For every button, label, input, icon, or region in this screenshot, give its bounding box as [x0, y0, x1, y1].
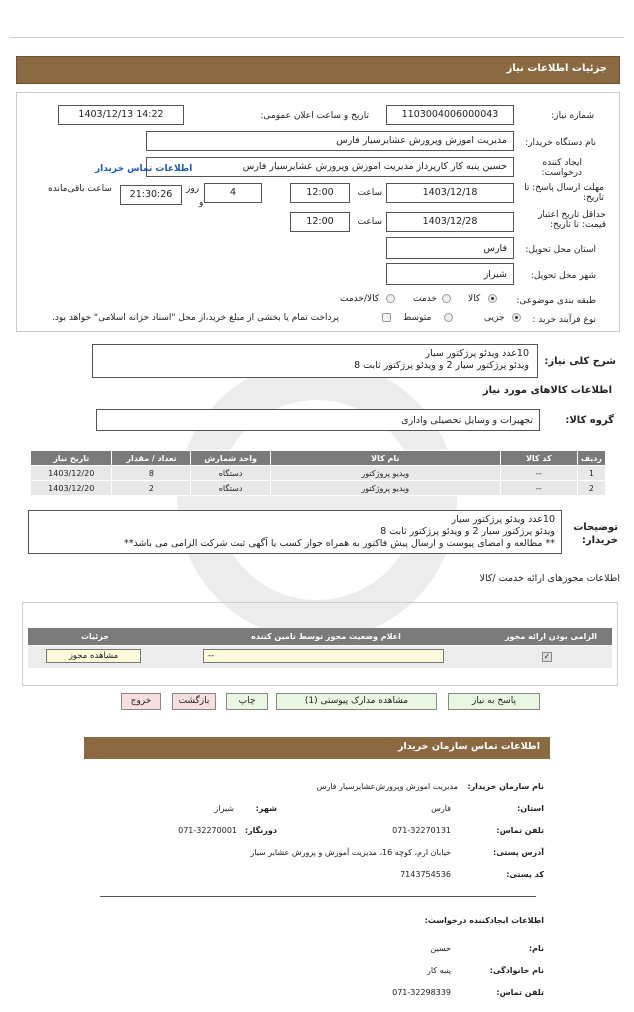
treasury-checkbox[interactable]: [382, 313, 391, 322]
city-field: شیراز: [386, 263, 514, 285]
contact-title: اطلاعات تماس سازمان خریدار: [397, 741, 540, 752]
creator-title: اطلاعات ایجادکننده درخواست:: [424, 916, 544, 925]
summary-field: [92, 344, 538, 378]
attachments-button[interactable]: مشاهده مدارک پیوستی (1): [276, 693, 437, 710]
contact-phone-value: 071-32270131: [392, 826, 451, 835]
table-row: [31, 481, 606, 496]
view-permit-button[interactable]: مشاهده مجوز: [46, 649, 141, 663]
contact-address-value: خیابان ارم، کوچه 16، مدیریت آموزش و پرورش عشایر سیار: [250, 848, 451, 857]
cell-unit: دستگاه: [191, 466, 270, 481]
goods-group-field: تجهیزات و وسایل تحصیلی واداری: [96, 409, 540, 431]
creator-phone-label: تلفن تماس:: [496, 988, 544, 997]
days-label: روز: [186, 184, 200, 194]
announce-field: 1403/12/13 14:22: [58, 105, 184, 125]
validity-time-field: 12:00: [290, 212, 350, 232]
need-number-label: شماره نیاز:: [551, 111, 594, 121]
deadline-label: مهلت ارسال پاسخ: تا تاریخ:: [524, 183, 604, 203]
cell-row: 2: [577, 481, 605, 496]
announce-label: تاریخ و ساعت اعلان عمومی:: [260, 111, 369, 121]
col-name-header: نام کالا: [270, 451, 500, 466]
creator-name-value: حسین: [430, 944, 451, 953]
page-header: [16, 56, 620, 84]
cell-code: --: [500, 481, 577, 496]
requester-label: ایجاد کننده درخواست:: [541, 158, 582, 178]
permits-col-status: اعلام وضعیت مجوز توسط تامین کننده: [251, 632, 401, 641]
reply-button[interactable]: پاسخ به نیاز: [448, 693, 540, 710]
contact-fax-label: دورنگار:: [244, 826, 277, 835]
summary-line-2: ویدئو پرژکتور سیار 2 و ویدئو پرژکتور ثابت 8: [354, 360, 529, 371]
contact-city-value: شیراز: [214, 804, 234, 813]
process-minor-radio[interactable]: [512, 313, 521, 322]
col-qty-header: تعداد / مقدار: [112, 451, 191, 466]
cell-name: ویدیو پروژکتور: [270, 466, 500, 481]
buyer-notes-line-2: ویدئو پرژکتور سیار 2 و ویدئو پرژکتور ثابت 8: [380, 526, 555, 537]
buyer-org-label: نام دستگاه خریدار:: [525, 138, 596, 148]
contact-province-value: فارس: [431, 804, 451, 813]
province-field: فارس: [386, 237, 514, 259]
contact-org-value: مدیریت اموزش وپرورش‌عشایرسیار فارس: [316, 782, 458, 791]
category-goods-radio[interactable]: [488, 294, 497, 303]
goods-info-title: اطلاعات کالاهای مورد نیاز: [482, 385, 612, 396]
buyer-contact-link[interactable]: اطلاعات تماس خریدار: [95, 164, 193, 174]
category-label: طبقه بندی موضوعی:: [516, 296, 596, 306]
cell-row: 1: [577, 466, 605, 481]
contact-postal-value: 7143754536: [400, 870, 451, 879]
category-goods-service-label: کالا/خدمت: [340, 294, 380, 304]
permits-col-required: الزامی بودن ارائه مجوز: [504, 632, 598, 641]
col-unit-header: واحد شمارش: [191, 451, 270, 466]
need-number-field: 1103004006000043: [386, 105, 514, 125]
permit-required-checkbox: ✓: [543, 652, 551, 661]
category-goods-label: کالا: [468, 294, 481, 304]
creator-phone-value: 071-32298339: [392, 988, 451, 997]
category-service-radio[interactable]: [442, 294, 451, 303]
top-divider: [10, 37, 624, 38]
permit-status-field: --: [203, 649, 444, 663]
contact-province-label: استان:: [517, 804, 544, 813]
creator-name-label: نام:: [528, 944, 544, 953]
process-minor-label: جزیی: [484, 313, 505, 323]
validity-time-label: ساعت: [357, 217, 382, 227]
creator-family-label: نام خانوادگی:: [489, 966, 544, 975]
treasury-text: پرداخت تمام یا بخشی از مبلغ خرید،از محل "اسناد خزانه اسلامی" خواهد بود.: [52, 313, 340, 323]
summary-label: شرح کلی نیاز:: [544, 356, 616, 367]
buyer-notes-line-1: 10عدد ویدئو پرژکتور سیار: [451, 514, 555, 525]
items-table: [30, 450, 606, 496]
col-date-header: تاریخ نیاز: [31, 451, 112, 466]
requester-field: حسین پنبه کار کارپرداز مدیریت اموزش وپرورش عشایرسیار فارس: [146, 157, 514, 177]
and-label: و: [199, 198, 204, 208]
summary-line-1: 10عدد ویدئو پرژکتور سیار: [425, 348, 529, 359]
cell-qty: 2: [112, 481, 191, 496]
cell-unit: دستگاه: [191, 481, 270, 496]
contact-phone-label: تلفن تماس:: [496, 826, 544, 835]
process-medium-label: متوسط: [403, 313, 432, 323]
contact-header: [84, 737, 550, 759]
days-remaining-field: 4: [204, 183, 262, 203]
col-code-header: کد کالا: [500, 451, 577, 466]
contact-divider: [100, 896, 536, 897]
deadline-time-field: 12:00: [290, 183, 350, 203]
remaining-time-field: 21:30:26: [120, 185, 182, 205]
deadline-date-field: 1403/12/18: [386, 183, 514, 203]
print-button[interactable]: چاپ: [226, 693, 268, 710]
process-medium-radio[interactable]: [444, 313, 453, 322]
col-row-header: ردیف: [577, 451, 605, 466]
validity-date-field: 1403/12/28: [386, 212, 514, 232]
remaining-time-label: ساعت باقی‌مانده: [48, 184, 112, 194]
buyer-notes-field: [28, 510, 562, 554]
cell-name: ویدیو پروژکتور: [270, 481, 500, 496]
deadline-time-label: ساعت: [357, 188, 382, 198]
contact-fax-value: 071-32270001: [178, 826, 237, 835]
permits-col-details: جزئیات: [80, 632, 110, 641]
contact-city-label: شهر:: [255, 804, 277, 813]
creator-family-value: پنبه کار: [427, 966, 451, 975]
province-label: استان محل تحویل:: [525, 245, 596, 255]
cell-qty: 8: [112, 466, 191, 481]
cell-date: 1403/12/20: [31, 466, 112, 481]
category-service-label: خدمت: [413, 294, 437, 304]
buyer-notes-label: توضیحات خریدار:: [573, 522, 618, 546]
buyer-org-field: مدیریت اموزش وپرورش عشایرسیار فارس: [146, 131, 514, 151]
goods-group-label: گروه کالا:: [565, 415, 614, 426]
contact-postal-label: کد پستی:: [506, 870, 544, 879]
table-row: [31, 466, 606, 481]
cell-code: --: [500, 466, 577, 481]
min-validity-label: حداقل تاریخ اعتبار قیمت: تا تاریخ:: [538, 210, 606, 230]
page-title: جزئیات اطلاعات نیاز: [506, 63, 607, 74]
process-label: نوع فرآیند خرید :: [532, 315, 596, 325]
back-button[interactable]: بازگشت: [172, 693, 216, 710]
cell-date: 1403/12/20: [31, 481, 112, 496]
city-label: شهر محل تحویل:: [530, 271, 596, 281]
contact-org-label: نام سازمان خریدار:: [467, 782, 544, 791]
exit-button[interactable]: خروج: [121, 693, 161, 710]
permits-title: اطلاعات مجوزهای ارائه خدمت /کالا: [479, 573, 620, 584]
category-goods-service-radio[interactable]: [386, 294, 395, 303]
items-table-header-row: [31, 451, 606, 466]
contact-address-label: آدرس پستی:: [493, 848, 544, 857]
buyer-notes-line-3: ** مطالعه و امضای پیوست و ارسال پیش فاکتور به همراه جواز کسب یا آگهی ثبت شرکت الزامی می باشد**: [123, 538, 555, 549]
